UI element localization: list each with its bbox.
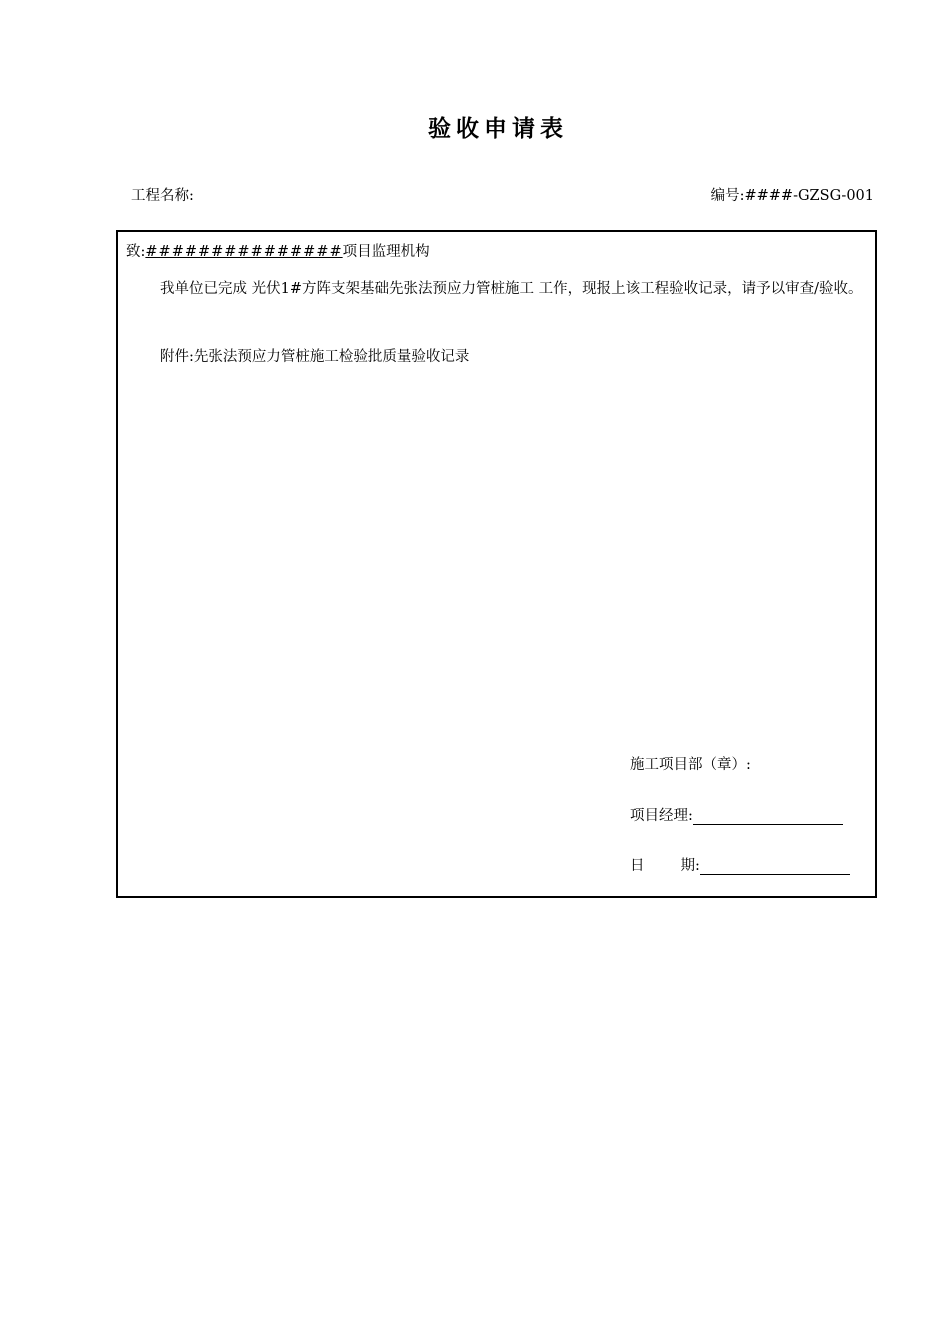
project-manager-line — [630, 804, 843, 825]
project-name-label: 工程名称: — [131, 188, 194, 204]
date-label-second: 期: — [680, 858, 700, 874]
date-label-first: 日 — [630, 858, 645, 874]
document-title: 验收申请表 — [428, 116, 568, 142]
recipient-line — [126, 240, 430, 261]
recipient-suffix: 项目监理机构 — [342, 244, 430, 260]
application-body-text: 我单位已完成 光伏1#方阵支架基础先张法预应力管桩施工 工作，现报上该工程验收记录，请予以审查/验收。 — [160, 281, 863, 297]
construction-unit-seal-label: 施工项目部（章）: — [630, 757, 751, 773]
application-form-box — [116, 230, 877, 898]
date-line — [630, 854, 850, 875]
project-manager-label: 项目经理: — [630, 808, 693, 824]
date-blank — [700, 860, 850, 875]
recipient-org: ############### — [145, 244, 343, 260]
serial-number: 编号:####-GZSG-001 — [710, 188, 874, 204]
attachment-line: 附件:先张法预应力管桩施工检验批质量验收记录 — [160, 349, 470, 365]
recipient-prefix: 致: — [126, 244, 146, 260]
project-manager-blank — [693, 810, 843, 825]
